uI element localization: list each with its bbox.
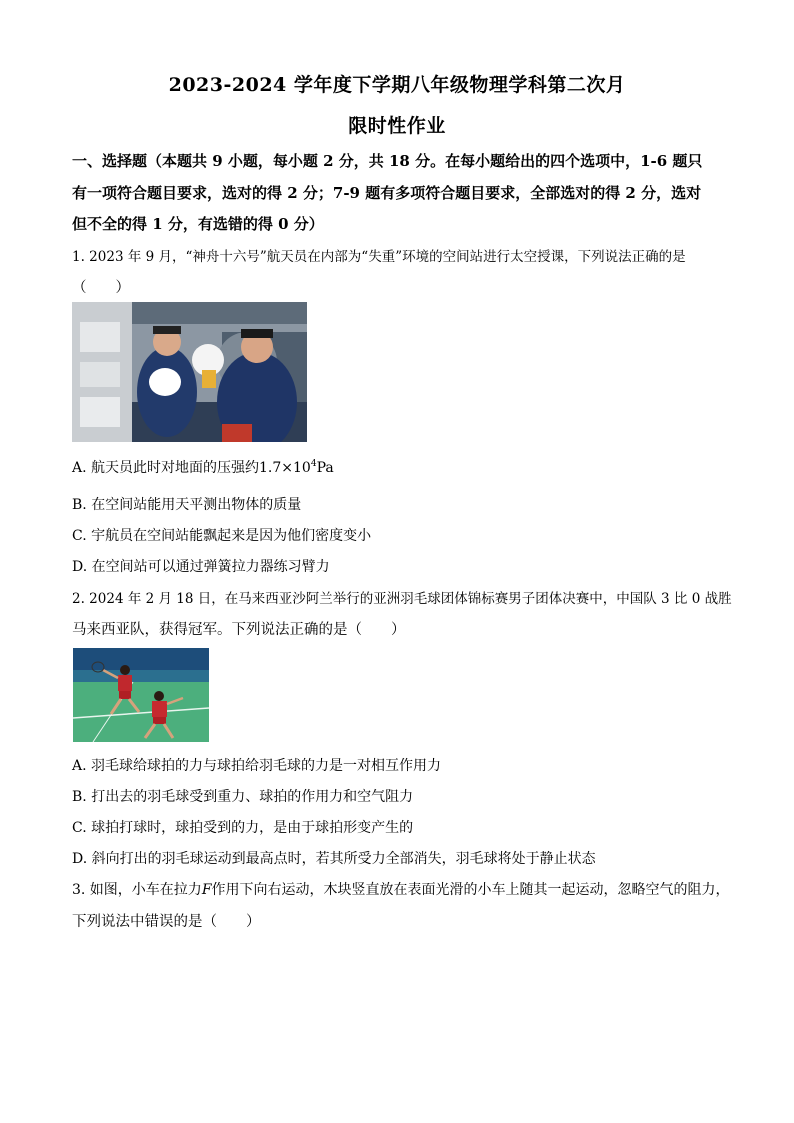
q1-option-a-value: 1.7×10 — [259, 460, 311, 476]
q2-stem-line2: 马来西亚队，获得冠军。下列说法正确的是（ ） — [72, 622, 406, 638]
q1-option-a-unit: Pa — [316, 460, 334, 476]
q3-stem-text-a: 3. 如图，小车在拉力 — [72, 882, 202, 898]
page-title-line1: 2023-2024 学年度下学期八年级物理学科第二次月 — [168, 74, 626, 96]
q3-stem-line2: 下列说法中错误的是（ ） — [72, 914, 261, 930]
q3-stem-text-b: 作用下向右运动，木块竖直放在表面光滑的小车上随其一起运动，忽略空气的阻力， — [211, 882, 730, 898]
q2-option-c: C. 球拍打球时，球拍受到的力，是由于球拍形变产生的 — [72, 820, 414, 836]
page-title-line2: 限时性作业 — [348, 115, 446, 137]
q1-option-a-text: A. 航天员此时对地面的压强约 — [72, 460, 260, 476]
q2-option-d: D. 斜向打出的羽毛球运动到最高点时，若其所受力全部消失，羽毛球将处于静止状态 — [72, 851, 596, 867]
q1-option-a — [72, 457, 334, 477]
q2-stem-line1: 2. 2024 年 2 月 18 日，在马来西亚沙阿兰举行的亚洲羽毛球团体锦标赛男子团体决赛中，中国队 3 比 0 战胜 — [72, 591, 732, 607]
q1-stem-line2: （ ） — [72, 280, 130, 296]
section-instructions-line2: 有一项符合题目要求，选对的得 2 分；7-9 题有多项符合题目要求，全部选对的得 2 分，选对 — [72, 184, 702, 202]
q3-force-variable: F — [201, 882, 212, 898]
q1-option-c: C. 宇航员在空间站能飘起来是因为他们密度变小 — [72, 528, 372, 544]
q1-option-d: D. 在空间站可以通过弹簧拉力器练习臂力 — [72, 559, 330, 575]
q1-option-a-exponent: 4 — [310, 459, 317, 469]
section-instructions-line3: 但不全的得 1 分，有选错的得 0 分） — [72, 215, 324, 233]
badminton-photo-illustration — [73, 648, 209, 742]
q1-option-b: B. 在空间站能用天平测出物体的质量 — [72, 497, 302, 513]
q2-option-a: A. 羽毛球给球拍的力与球拍给羽毛球的力是一对相互作用力 — [72, 758, 442, 774]
section-instructions-line1: 一、选择题（本题共 9 小题，每小题 2 分，共 18 分。在每小题给出的四个选项中，1-6 题只 — [72, 152, 703, 170]
q2-option-b: B. 打出去的羽毛球受到重力、球拍的作用力和空气阻力 — [72, 789, 414, 805]
q3-stem-line1 — [72, 879, 732, 899]
q1-astronaut-photo — [72, 302, 307, 442]
q1-stem-line1: 1. 2023 年 9 月，“神舟十六号”航天员在内部为“失重”环境的空间站进行太空授课，下列说法正确的是 — [72, 249, 686, 265]
q2-badminton-photo — [73, 648, 209, 742]
astronaut-photo-illustration — [72, 302, 307, 442]
